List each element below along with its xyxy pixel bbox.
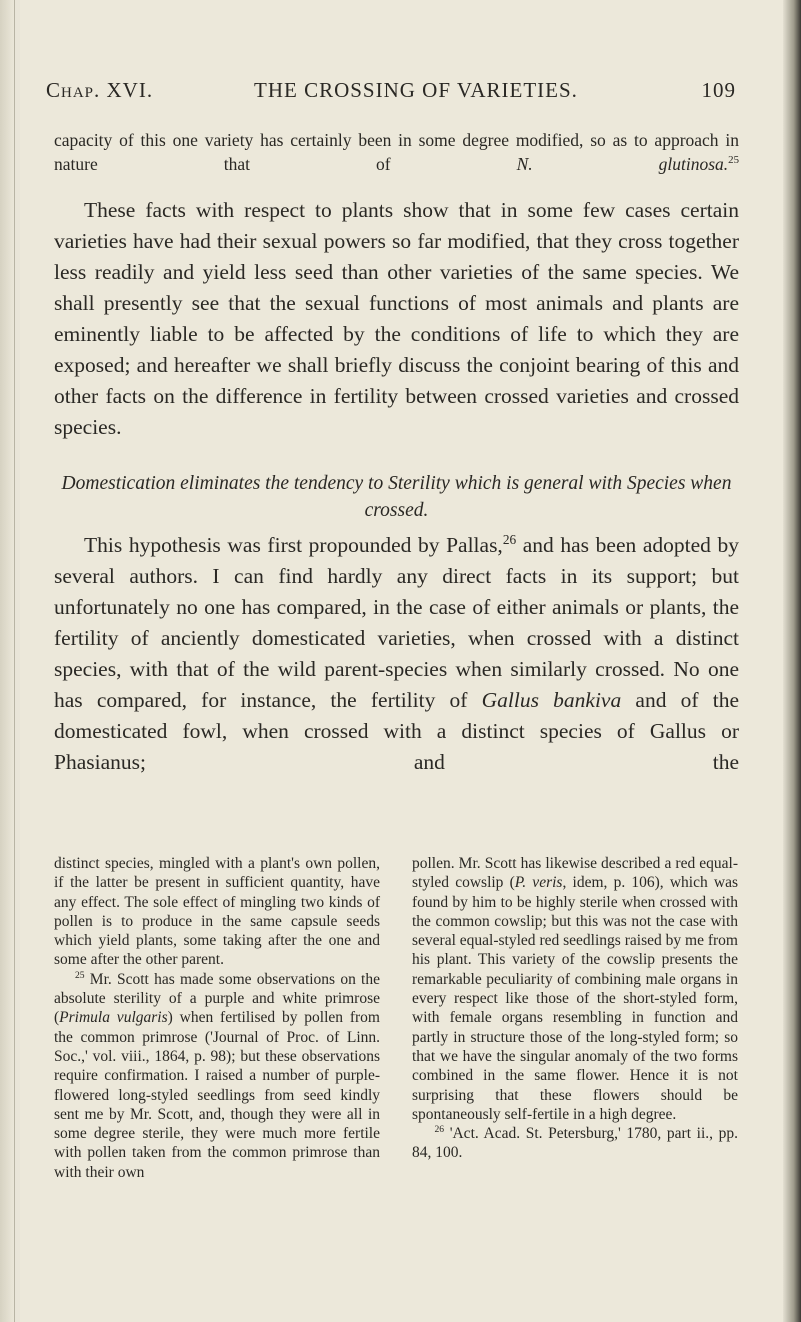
footnotes-left-column: distinct species, mingled with a plant's own pollen, if the latter be present in sufficient quantity, have any effect. The sole effect of mingling two kinds of pollen is to produce in the same capsule seeds which yield plants, some taking after the one and some after the other parent. $^{25}$ Mr. Scott has made some observations on the absolute sterility of a purple and white primrose (Primula vulgaris) when fertilised by pollen from the common primrose ('Journal of Proc. of Linn. Soc.,' vol. viii., 1864, p. 98); but these observations require confirmation. I raised a number of purple-flowered long-styled seedlings from seed kindly sent me by Mr. Scott, and, though they were all in some degree sterile, they were much more fertile with pollen taken from the common primrose than with their own [54,855,380,1181]
section-heading: Domestication eliminates the tendency to Sterility which is general with Species when crossed. [61,473,732,521]
footnote-ref-25: 25 [728,154,739,167]
footnote-ref-26: 26 [502,531,517,547]
footnote-number-26: 26 [434,1124,445,1135]
book-page [20,0,785,1322]
chapter-label: Chap. XVI. [46,78,154,102]
paragraph-continuation: capacity of this one variety has certainly been in some degree modified, so as to approach in nature that of N. glutinosa.$^{25}$ [54,130,739,174]
page-gutter-right [783,0,801,1322]
page-number: 109 [701,78,736,102]
paragraph-pallas-hypothesis: This hypothesis was first propounded by Pallas,$^{26}$ and has been adopted by several authors. I can find hardly any direct facts in its support; but unfortunately no one has compared, in the case of either animals or plants, the fertility of anciently domesticated varieties, when crossed with a distinct species, with that of the wild parent-species when similarly crossed. No one has compared, for instance, the fertility of Gallus bankiva and of the domesticated fowl, when crossed with a distinct species of Gallus or Phasianus; and the [54,531,740,774]
paragraph-plants-sexual-powers: These facts with respect to plants show that in some few cases certain varieties have had their sexual powers so far modified, that they cross together less readily and yield less seed than other varieties of the same species. We shall presently see that the sexual functions of most animals and plants are eminently liable to be affected by the conditions of life to which they are exposed; and hereafter we shall briefly discuss the conjoint bearing of this and other facts on the difference in fertility between crossed varieties and crossed species. [54,198,739,439]
footnote-number-25: 25 [74,969,85,981]
footnotes-right-column: pollen. Mr. Scott has likewise described a red equal-styled cowslip (P. veris, idem, p. 106), which was found by him to be highly sterile when crossed with the common cowslip; but this was not the case with several equal-styled red seedlings raised by me from his plant. This variety of the cowslip presents the remarkable peculiarity of combining male organs in every respect like those of the short-styled form, with female organs resembling in function and partly in structure those of the long-styled form; so that we have the singular anomaly of the two forms combined in the same flower. Hence it is not surprising that these flowers should be spontaneously self-fertile in a high degree. $^{26}$ 'Act. Acad. St. Petersburg,' 1780, part ii., pp. 84, 100. [412,855,739,1162]
running-title: THE CROSSING OF VARIETIES. [254,78,578,102]
page-gutter-left [0,0,15,1322]
running-head [46,78,736,102]
